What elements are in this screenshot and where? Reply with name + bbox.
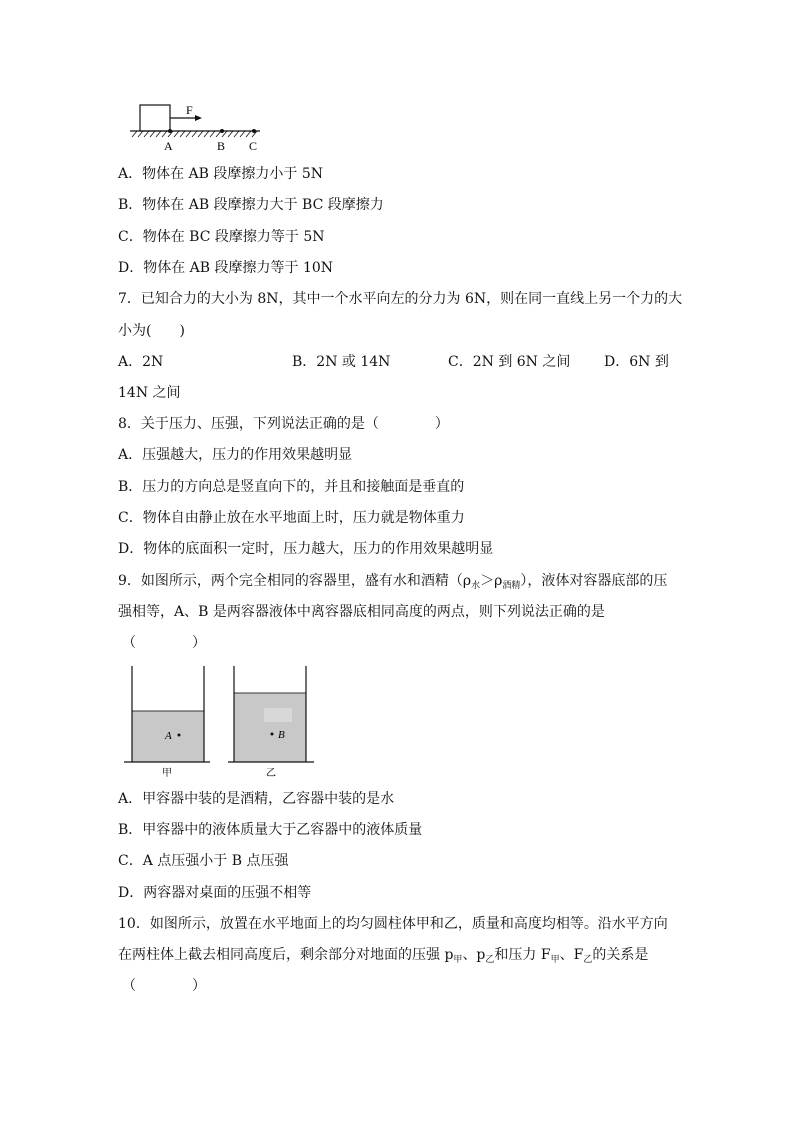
q7-stem-line1: 7．已知合力的大小为 8N，其中一个水平向左的分力为 6N，则在同一直线上另一个力的大: [118, 291, 683, 307]
q10-blank: （ ）: [122, 978, 206, 994]
q7-option-b: B．2N 或 14N: [292, 354, 391, 370]
point-label-a: A: [165, 730, 172, 742]
point-label-b: B: [278, 729, 285, 741]
liquid-right-highlight: [264, 708, 292, 722]
q10-stem-line2: 在两柱体上截去相同高度后，剩余部分对地面的压强 $p_甲$、$p_乙$和压力 $F_甲$、$F_乙$的关系是: [118, 947, 649, 965]
point-c: [252, 129, 256, 133]
point-b: [220, 129, 224, 133]
label-c: C: [249, 139, 258, 153]
ground-hatch: [132, 131, 257, 137]
q9-option-a: A．甲容器中装的是酒精，乙容器中装的是水: [118, 791, 395, 807]
label-b: B: [217, 139, 226, 153]
force-label: F: [186, 103, 193, 117]
force-diagram: [128, 98, 278, 154]
q6-option-c: C．物体在 BC 段摩擦力等于 5N: [118, 229, 325, 245]
point-a-dot: [178, 734, 181, 737]
q9-stem-line2: 强相等，A、B 是两容器液体中离容器底相同高度的两点，则下列说法正确的是: [118, 604, 605, 620]
container-diagram: [122, 662, 322, 780]
q9-option-b: B．甲容器中的液体质量大于乙容器中的液体质量: [118, 822, 423, 838]
q8-option-b: B．压力的方向总是竖直向下的，并且和接触面是垂直的: [118, 479, 465, 495]
label-a: A: [164, 139, 173, 153]
q10-stem-line1: 10．如图所示，放置在水平地面上的均匀圆柱体甲和乙，质量和高度均相等。沿水平方向: [118, 916, 668, 932]
q6-option-d: D．物体在 AB 段摩擦力等于 10N: [118, 260, 334, 276]
q9-option-c: C．A 点压强小于 B 点压强: [118, 853, 289, 869]
q7-option-d-cont: 14N 之间: [118, 385, 181, 401]
block: [140, 105, 170, 131]
q8-option-c: C．物体自由静止放在水平地面上时，压力就是物体重力: [118, 510, 465, 526]
caption-right: 乙: [266, 768, 276, 779]
q8-stem: 8．关于压力、压强，下列说法正确的是（ ）: [118, 416, 449, 432]
force-arrowhead: [195, 115, 202, 121]
q8-option-d: D．物体的底面积一定时，压力越大，压力的作用效果越明显: [118, 541, 494, 557]
q7-stem-line2: 小为( ): [118, 323, 185, 339]
q9-blank: （ ）: [122, 635, 206, 651]
liquid-right: [234, 693, 306, 762]
q9-stem-line1: 9．如图所示，两个完全相同的容器里，盛有水和酒精$(\rho_水>\rho_{酒精})$，液体对容器底部的压: [118, 573, 668, 591]
q7-option-a: A．2N: [118, 354, 164, 370]
caption-left: 甲: [162, 768, 172, 779]
q8-option-a: A．压强越大，压力的作用效果越明显: [118, 447, 353, 463]
point-a: [168, 129, 172, 133]
q6-option-a: A．物体在 AB 段摩擦力小于 5N: [118, 166, 324, 182]
q7-option-d: D．6N 到: [604, 354, 669, 370]
q7-option-c: C．2N 到 6N 之间: [448, 354, 571, 370]
q9-option-d: D．两容器对桌面的压强不相等: [118, 885, 312, 901]
point-b-dot: [271, 733, 274, 736]
q6-option-b: B．物体在 AB 段摩擦力大于 BC 段摩擦力: [118, 197, 384, 213]
